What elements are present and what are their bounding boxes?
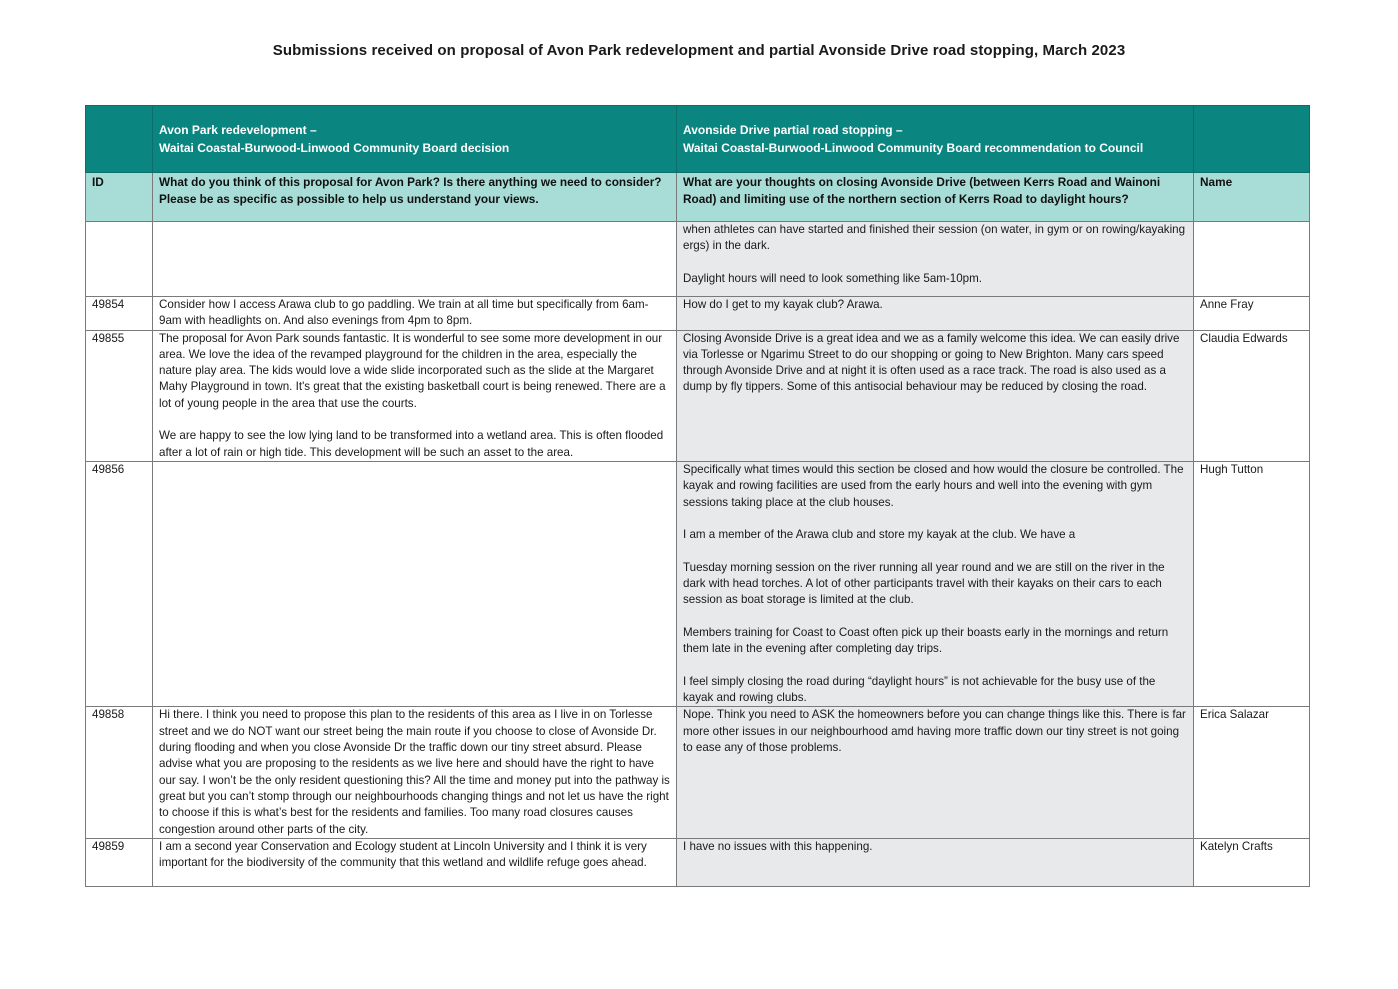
- response-paragraph: Consider how I access Arawa club to go paddling. We train at all time but specifically from 6am-9am with headlights on. And also evenings from 4pm to 8pm.: [159, 298, 649, 328]
- response-paragraph: I am a second year Conservation and Ecology student at Lincoln University and I think it is very important for the biodiversity of the community that this wetland and wildlife refuge goes ahead.: [159, 839, 647, 870]
- submission-id: 49854: [86, 297, 153, 331]
- document-title: Submissions received on proposal of Avon Park redevelopment and partial Avonside Drive road stopping, March 2023: [272, 42, 1126, 59]
- table-row: [86, 838, 1310, 886]
- submission-id: 49858: [86, 707, 153, 838]
- column-id-label: ID: [86, 173, 153, 222]
- header-id-cell: [86, 106, 153, 173]
- response-paragraph: How do I get to my kayak club? Arawa.: [683, 298, 883, 311]
- response-paragraph: Hi there. I think you need to propose this plan to the residents of this area as I live in on Torlesse street and we do NOT want our street being the main route if you choose to close of Avonside Dr. during flooding and when you close Avonside Dr the traffic down our tiny street absurd. Please advise what you are proposing to the residents as we live here and should have the right to have our say. I won’t be the only resident questioning this? All the time and money put into the pathway is great but you can’t stomp through our neighbourhoods changing things and not let us have the right to choose if this is what’s best for the residents and families. Too many road closures causes congestion around other parts of the city.: [159, 708, 670, 836]
- column-avon-question: What do you think of this proposal for Avon Park? Is there anything we need to consider? Please be as specific as possible to help us understand your views.: [153, 173, 677, 222]
- response-paragraph: Specifically what times would this section be closed and how would the closure be controlled. The kayak and rowing facilities are used from the early hours and well into the evening with gym sessions taking place at the club houses.: [683, 462, 1184, 509]
- response-paragraph: I feel simply closing the road during “daylight hours” is not achievable for the busy use of the kayak and rowing clubs.: [683, 674, 1156, 705]
- avon-park-response: [153, 461, 677, 706]
- response-paragraph: when athletes can have started and finished their session (on water, in gym or on rowing/kayaking ergs) in the dark.: [683, 223, 1186, 253]
- header-avon-title: Avon Park redevelopment –: [159, 123, 317, 137]
- avon-park-response: [153, 222, 677, 297]
- table-row: [86, 222, 1310, 297]
- road-stopping-response: [677, 330, 1194, 461]
- road-stopping-response: [677, 222, 1194, 297]
- table-row: [86, 330, 1310, 461]
- header-avonside-drive: [677, 106, 1194, 173]
- table-row: [86, 297, 1310, 331]
- column-road-question: What are your thoughts on closing Avonside Drive (between Kerrs Road and Wainoni Road) and limiting use of the northern section of Kerrs Road to daylight hours?: [677, 173, 1194, 222]
- response-paragraph: I am a member of the Arawa club and store my kayak at the club. We have a: [683, 528, 1076, 542]
- road-stopping-response: [677, 838, 1194, 886]
- submission-id: 49855: [86, 330, 153, 461]
- table-subheader-row: [86, 173, 1310, 222]
- response-paragraph: The proposal for Avon Park sounds fantastic. It is wonderful to see some more development in our area. We love the idea of the revamped playground for the children in the area, especially the nature play area. The kids would love a wide slide incorporated such as the slide at the Margaret Mahy Playground in town. It's great that the existing basketball court is being renewed. There are a lot of young people in the area that use the courts.: [159, 331, 666, 410]
- header-name-cell: [1194, 106, 1310, 173]
- submitter-name: Katelyn Crafts: [1194, 838, 1310, 886]
- submission-id: 49856: [86, 461, 153, 706]
- response-paragraph: We are happy to see the low lying land to be transformed into a wetland area. This is often flooded after a lot of rain or high tide. This development will be such an asset to the area.: [159, 429, 664, 459]
- avon-park-response: [153, 297, 677, 331]
- avon-park-response: [153, 707, 677, 838]
- submission-id: 49859: [86, 838, 153, 886]
- header-road-board: Waitai Coastal-Burwood-Linwood Community Board recommendation to Council: [683, 141, 1144, 155]
- submitter-name: [1194, 222, 1310, 297]
- column-name-label: Name: [1194, 173, 1310, 222]
- table-row: [86, 707, 1310, 838]
- table-row: [86, 461, 1310, 706]
- response-paragraph: Closing Avonside Drive is a great idea and we as a family welcome this idea. We can easily drive via Torlesse or Ngarimu Street to do our shopping or going to New Brighton. Many cars speed through Avonside Drive and at night it is often used as a race track. The road is also used as a dump by fly tippers. Some of this antisocial behaviour may be reduced by closing the road.: [683, 331, 1180, 394]
- response-paragraph: Nope. Think you need to ASK the homeowners before you can change things like this. There is far more other issues in our neighbourhood amd having more traffic down our tiny street is not going to ease any of those problems.: [683, 708, 1186, 755]
- road-stopping-response: [677, 461, 1194, 706]
- submissions-table: [85, 105, 1310, 887]
- header-avon-park: [153, 106, 677, 173]
- road-stopping-response: [677, 297, 1194, 331]
- table-header-row: [86, 106, 1310, 173]
- submitter-name: Erica Salazar: [1194, 707, 1310, 838]
- avon-park-response: [153, 838, 677, 886]
- header-road-title: Avonside Drive partial road stopping –: [683, 123, 903, 137]
- header-avon-board: Waitai Coastal-Burwood-Linwood Community Board decision: [159, 141, 510, 155]
- road-stopping-response: [677, 707, 1194, 838]
- submitter-name: Claudia Edwards: [1194, 330, 1310, 461]
- avon-park-response: [153, 330, 677, 461]
- response-paragraph: Tuesday morning session on the river running all year round and we are still on the river in the dark with head torches. A lot of other participants travel with their kayaks on their cars to each session as boat storage is limited at the club.: [683, 560, 1165, 607]
- response-paragraph: I have no issues with this happening.: [683, 839, 873, 853]
- submitter-name: Hugh Tutton: [1194, 461, 1310, 706]
- submitter-name: Anne Fray: [1194, 297, 1310, 331]
- response-paragraph: Daylight hours will need to look something like 5am-10pm.: [683, 271, 983, 285]
- submission-id: [86, 222, 153, 297]
- response-paragraph: Members training for Coast to Coast often pick up their boasts early in the mornings and return them late in the evening after completing day trips.: [683, 625, 1169, 656]
